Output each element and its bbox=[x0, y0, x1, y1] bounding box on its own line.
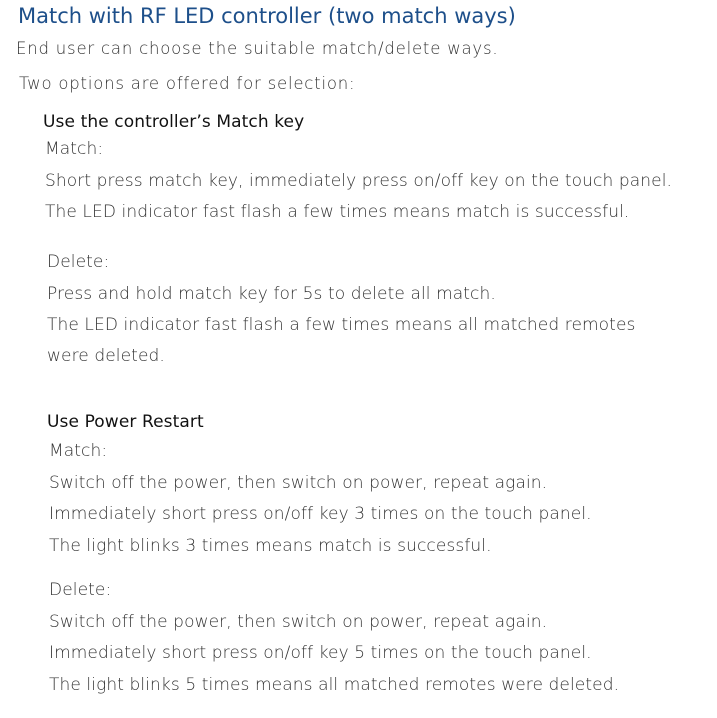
option1-match-step: Short press match key, immediately press on/off key on the touch panel. bbox=[45, 171, 673, 191]
option2-delete-label: Delete: bbox=[49, 580, 112, 600]
option1-delete-step: The LED indicator fast flash a few times means all matched remotes bbox=[47, 315, 636, 335]
option1-match-label: Match: bbox=[45, 139, 104, 159]
option2-delete-step: Immediately short press on/off key 5 times on the touch panel. bbox=[49, 643, 592, 663]
option2-delete-step: The light blinks 5 times means all matched remotes were deleted. bbox=[49, 675, 620, 695]
page-title: Match with RF LED controller (two match ways) bbox=[18, 4, 516, 28]
option1-match-step: The LED indicator fast flash a few times means match is successful. bbox=[45, 202, 630, 222]
option2-match-step: Immediately short press on/off key 3 times on the touch panel. bbox=[49, 504, 592, 524]
option1-delete-label: Delete: bbox=[47, 252, 110, 272]
option2-match-step: Switch off the power, then switch on power, repeat again. bbox=[49, 473, 548, 493]
option1-delete-step: Press and hold match key for 5s to delete all match. bbox=[47, 284, 496, 304]
intro-text-1: End user can choose the suitable match/delete ways. bbox=[16, 39, 499, 58]
intro-text-2: Two options are offered for selection: bbox=[19, 74, 356, 93]
option1-delete-step: were deleted. bbox=[47, 346, 165, 366]
option2-heading: Use Power Restart bbox=[47, 412, 204, 432]
option1-heading: Use the controller’s Match key bbox=[43, 112, 305, 132]
option2-match-step: The light blinks 3 times means match is successful. bbox=[49, 536, 492, 556]
option2-match-label: Match: bbox=[49, 441, 108, 461]
option2-delete-step: Switch off the power, then switch on power, repeat again. bbox=[49, 612, 548, 632]
